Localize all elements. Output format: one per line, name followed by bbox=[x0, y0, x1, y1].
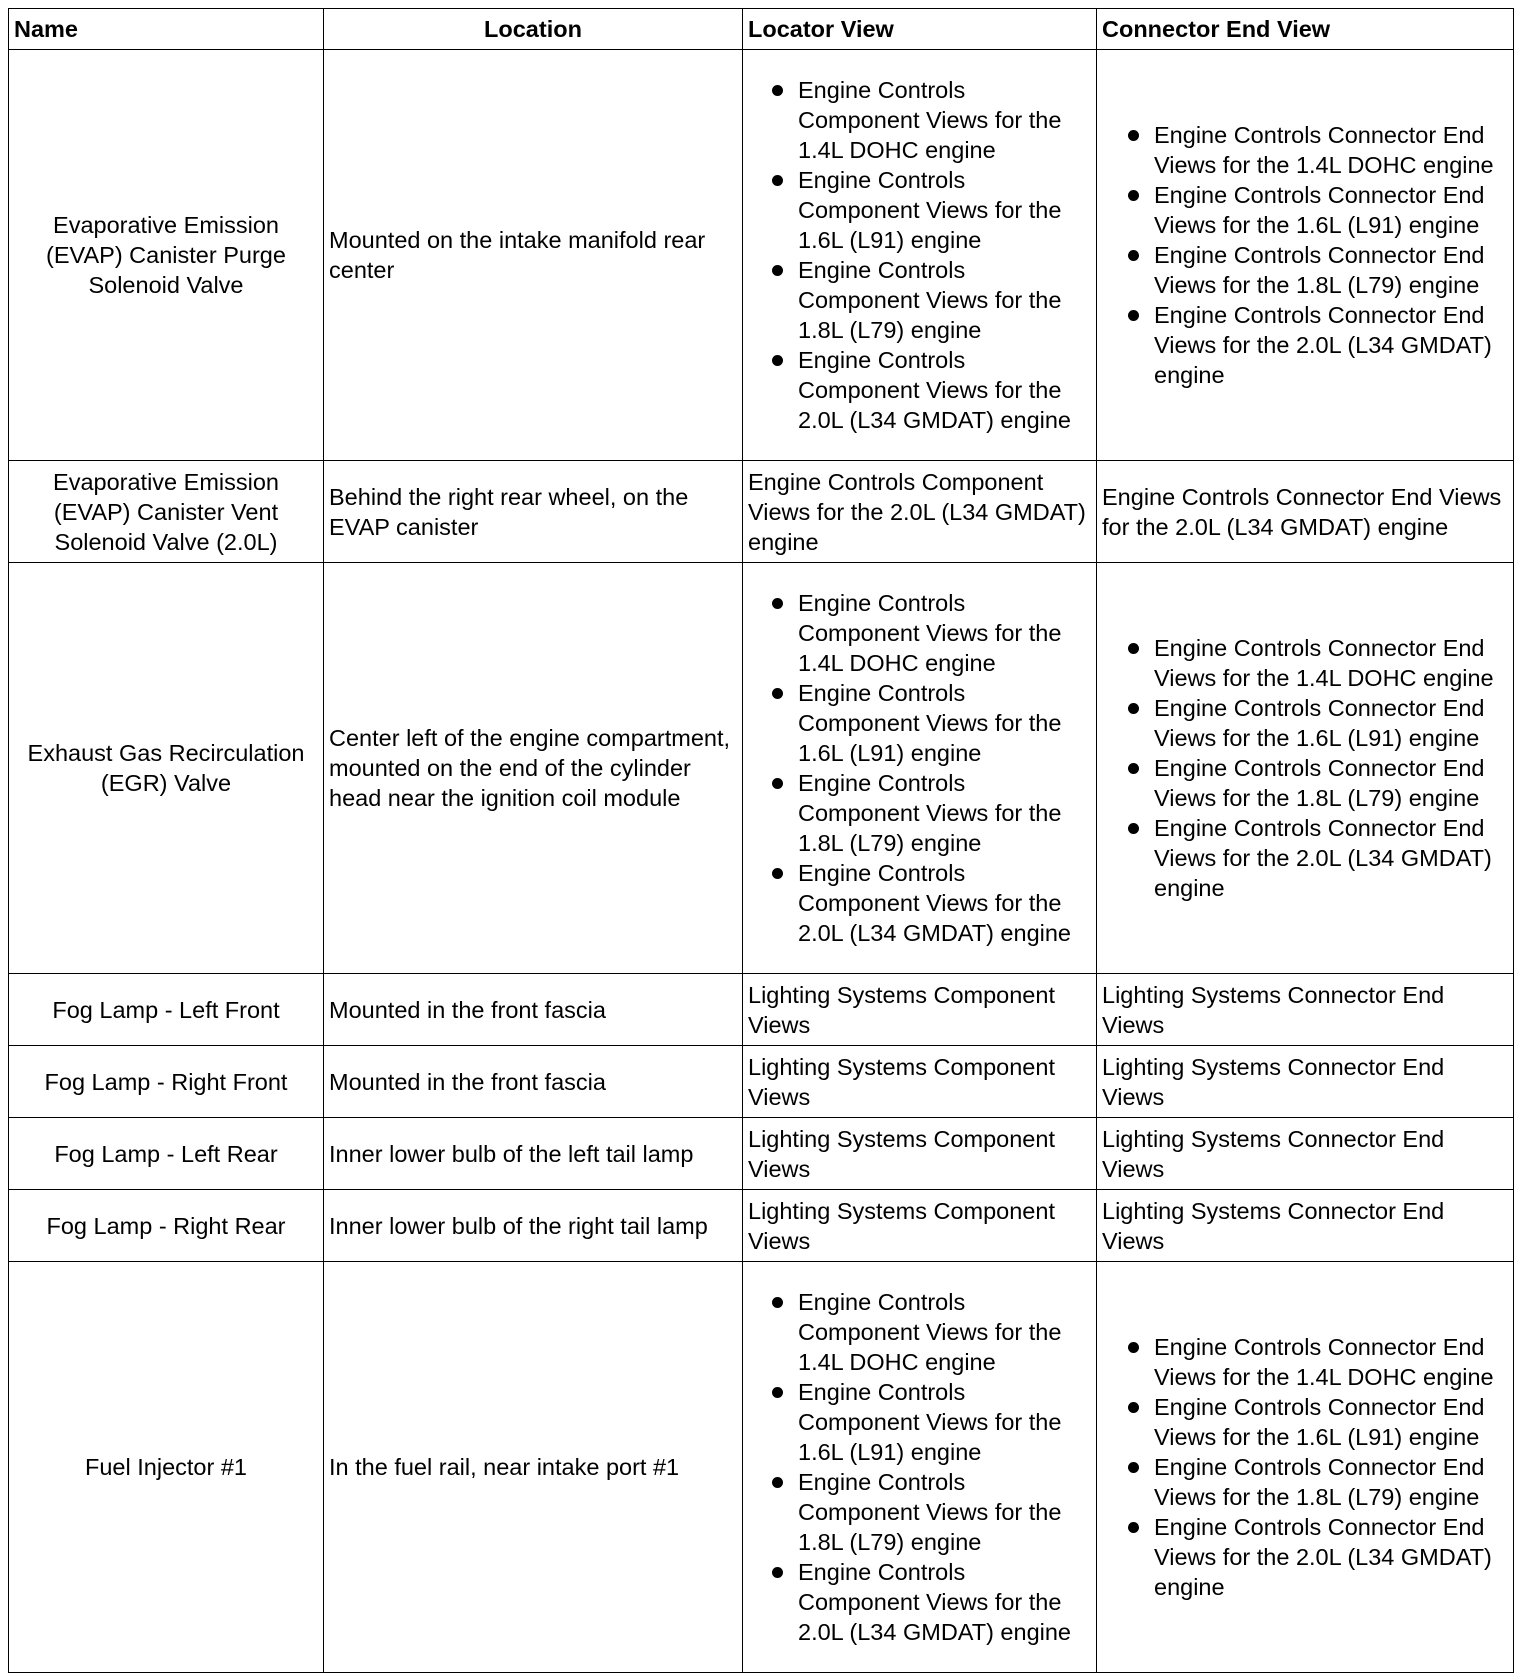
table-row bbox=[9, 1262, 1514, 1673]
component-location: Inner lower bulb of the right tail lamp bbox=[324, 1190, 743, 1262]
header-locator-view: Locator View bbox=[743, 9, 1097, 50]
component-location: Inner lower bulb of the left tail lamp bbox=[324, 1118, 743, 1190]
component-name: Fog Lamp - Right Rear bbox=[9, 1190, 324, 1262]
table-row bbox=[9, 1118, 1514, 1190]
component-location: Mounted on the intake manifold rear center bbox=[324, 50, 743, 461]
component-locator-table bbox=[8, 8, 1514, 1673]
locator-view-list bbox=[743, 1262, 1097, 1673]
table-row bbox=[9, 974, 1514, 1046]
locator-view-link[interactable]: Engine Controls Component Views for the 1.4L DOHC engine bbox=[748, 588, 1089, 678]
component-name: Fog Lamp - Right Front bbox=[9, 1046, 324, 1118]
connector-end-view-link[interactable]: Engine Controls Connector End Views for the 2.0L (L34 GMDAT) engine bbox=[1102, 813, 1508, 903]
component-name: Fuel Injector #1 bbox=[9, 1262, 324, 1673]
connector-end-view-link[interactable]: Engine Controls Connector End Views for the 1.6L (L91) engine bbox=[1102, 693, 1508, 753]
table-header-row bbox=[9, 9, 1514, 50]
connector-end-view-text: Lighting Systems Connector End Views bbox=[1097, 974, 1514, 1046]
locator-view-text: Lighting Systems Component Views bbox=[743, 1190, 1097, 1262]
table-row bbox=[9, 1046, 1514, 1118]
connector-end-view-bullet-list bbox=[1102, 1332, 1508, 1602]
connector-end-view-link[interactable]: Engine Controls Connector End Views for the 2.0L (L34 GMDAT) engine bbox=[1102, 1512, 1508, 1602]
table-row bbox=[9, 461, 1514, 563]
locator-view-bullet-list bbox=[748, 1287, 1091, 1647]
component-name: Fog Lamp - Left Rear bbox=[9, 1118, 324, 1190]
locator-view-link[interactable]: Engine Controls Component Views for the 1.6L (L91) engine bbox=[748, 165, 1089, 255]
locator-view-bullet-list bbox=[748, 588, 1091, 948]
table-row bbox=[9, 50, 1514, 461]
component-location: Behind the right rear wheel, on the EVAP canister bbox=[324, 461, 743, 563]
connector-end-view-bullet-list bbox=[1102, 120, 1508, 390]
component-name: Evaporative Emission (EVAP) Canister Purge Solenoid Valve bbox=[9, 50, 324, 461]
locator-view-link[interactable]: Engine Controls Component Views for the 1.8L (L79) engine bbox=[748, 1467, 1089, 1557]
table-row bbox=[9, 1190, 1514, 1262]
locator-view-text: Lighting Systems Component Views bbox=[743, 1046, 1097, 1118]
connector-end-view-link[interactable]: Engine Controls Connector End Views for the 1.8L (L79) engine bbox=[1102, 753, 1508, 813]
locator-view-list bbox=[743, 50, 1097, 461]
locator-view-list bbox=[743, 563, 1097, 974]
locator-view-text: Engine Controls Component Views for the 2.0L (L34 GMDAT) engine bbox=[743, 461, 1097, 563]
component-name: Evaporative Emission (EVAP) Canister Vent Solenoid Valve (2.0L) bbox=[9, 461, 324, 563]
component-location: Mounted in the front fascia bbox=[324, 974, 743, 1046]
component-location: Center left of the engine compartment, mounted on the end of the cylinder head near the ignition coil module bbox=[324, 563, 743, 974]
component-name: Exhaust Gas Recirculation (EGR) Valve bbox=[9, 563, 324, 974]
locator-view-link[interactable]: Engine Controls Component Views for the 1.4L DOHC engine bbox=[748, 75, 1089, 165]
connector-end-view-link[interactable]: Engine Controls Connector End Views for the 1.4L DOHC engine bbox=[1102, 1332, 1508, 1392]
component-location: Mounted in the front fascia bbox=[324, 1046, 743, 1118]
connector-end-view-list bbox=[1097, 50, 1514, 461]
header-location: Location bbox=[324, 9, 743, 50]
locator-view-link[interactable]: Engine Controls Component Views for the 1.4L DOHC engine bbox=[748, 1287, 1089, 1377]
connector-end-view-list bbox=[1097, 1262, 1514, 1673]
connector-end-view-link[interactable]: Engine Controls Connector End Views for the 2.0L (L34 GMDAT) engine bbox=[1102, 300, 1508, 390]
connector-end-view-link[interactable]: Engine Controls Connector End Views for the 1.8L (L79) engine bbox=[1102, 240, 1508, 300]
header-connector-end-view: Connector End View bbox=[1097, 9, 1514, 50]
connector-end-view-link[interactable]: Engine Controls Connector End Views for the 1.6L (L91) engine bbox=[1102, 1392, 1508, 1452]
locator-view-link[interactable]: Engine Controls Component Views for the 1.8L (L79) engine bbox=[748, 255, 1089, 345]
locator-view-text: Lighting Systems Component Views bbox=[743, 1118, 1097, 1190]
locator-view-link[interactable]: Engine Controls Component Views for the 2.0L (L34 GMDAT) engine bbox=[748, 858, 1089, 948]
connector-end-view-link[interactable]: Engine Controls Connector End Views for the 1.6L (L91) engine bbox=[1102, 180, 1508, 240]
connector-end-view-link[interactable]: Engine Controls Connector End Views for the 1.4L DOHC engine bbox=[1102, 120, 1508, 180]
component-location: In the fuel rail, near intake port #1 bbox=[324, 1262, 743, 1673]
connector-end-view-link[interactable]: Engine Controls Connector End Views for the 1.8L (L79) engine bbox=[1102, 1452, 1508, 1512]
table-row bbox=[9, 563, 1514, 974]
locator-view-bullet-list bbox=[748, 75, 1091, 435]
locator-view-link[interactable]: Engine Controls Component Views for the 1.6L (L91) engine bbox=[748, 678, 1089, 768]
connector-end-view-text: Lighting Systems Connector End Views bbox=[1097, 1046, 1514, 1118]
connector-end-view-text: Lighting Systems Connector End Views bbox=[1097, 1118, 1514, 1190]
connector-end-view-bullet-list bbox=[1102, 633, 1508, 903]
locator-view-link[interactable]: Engine Controls Component Views for the 1.6L (L91) engine bbox=[748, 1377, 1089, 1467]
locator-view-text: Lighting Systems Component Views bbox=[743, 974, 1097, 1046]
header-name: Name bbox=[9, 9, 324, 50]
locator-view-link[interactable]: Engine Controls Component Views for the 1.8L (L79) engine bbox=[748, 768, 1089, 858]
component-name: Fog Lamp - Left Front bbox=[9, 974, 324, 1046]
connector-end-view-link[interactable]: Engine Controls Connector End Views for the 1.4L DOHC engine bbox=[1102, 633, 1508, 693]
connector-end-view-list bbox=[1097, 563, 1514, 974]
connector-end-view-text: Lighting Systems Connector End Views bbox=[1097, 1190, 1514, 1262]
connector-end-view-text: Engine Controls Connector End Views for the 2.0L (L34 GMDAT) engine bbox=[1097, 461, 1514, 563]
locator-view-link[interactable]: Engine Controls Component Views for the 2.0L (L34 GMDAT) engine bbox=[748, 345, 1089, 435]
locator-view-link[interactable]: Engine Controls Component Views for the 2.0L (L34 GMDAT) engine bbox=[748, 1557, 1089, 1647]
